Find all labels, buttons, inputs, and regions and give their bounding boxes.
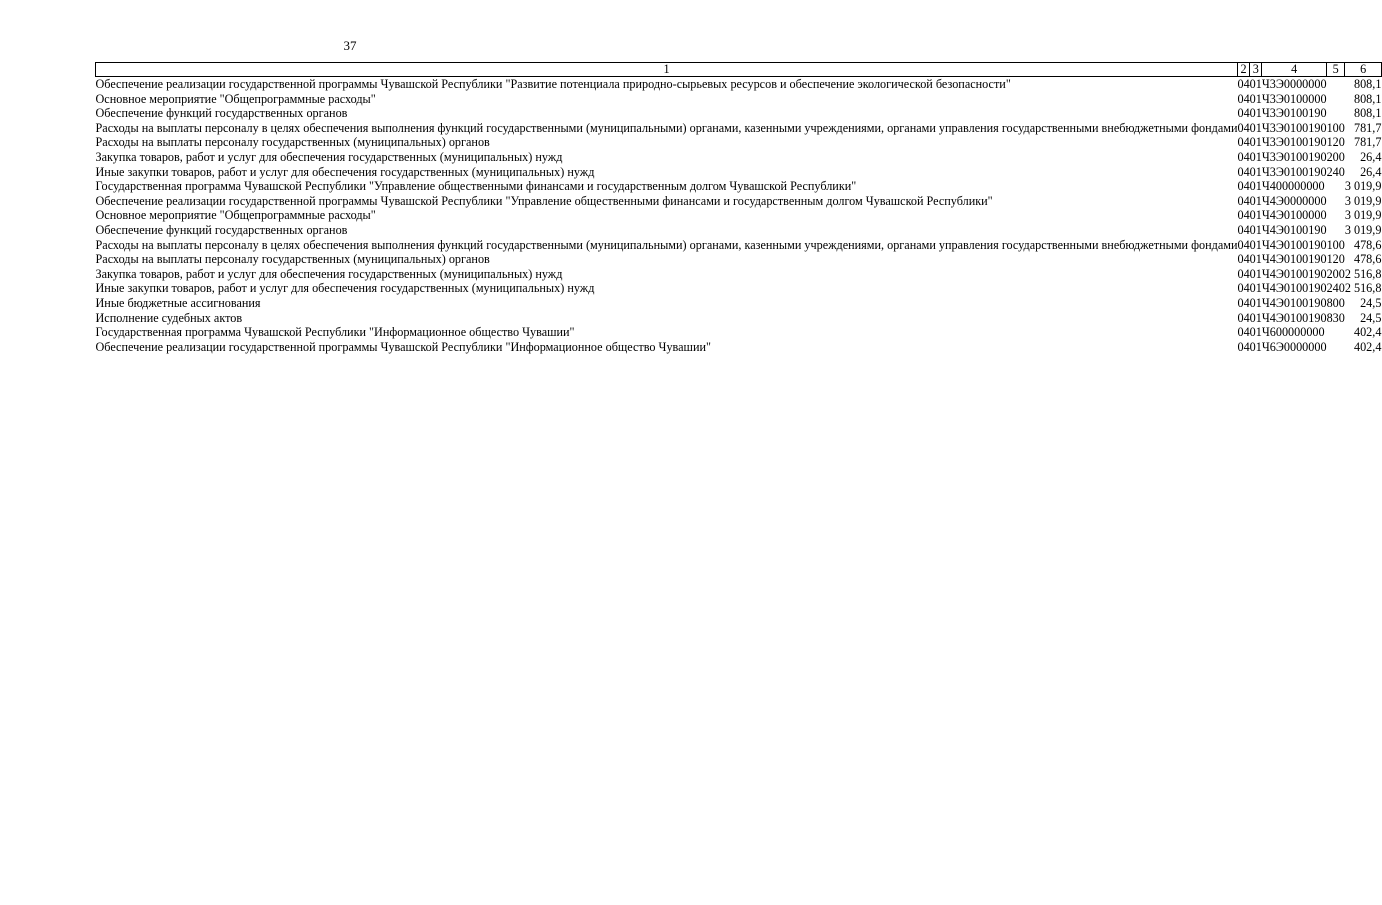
- table-row: [96, 92, 1382, 107]
- row-target-code: Ч3Э0100190: [1261, 164, 1327, 179]
- row-name: Основное мероприятие "Общепрограммные расходы": [95, 208, 376, 223]
- row-amount: 808,1: [1353, 77, 1382, 91]
- row-target-code: Ч4Э0100000: [1261, 208, 1327, 223]
- row-amount: 402,4: [1353, 325, 1382, 340]
- row-target-code: Ч3Э0100190: [1261, 106, 1327, 121]
- table-row: [96, 267, 1382, 282]
- table-row: [96, 179, 1382, 194]
- row-name: Иные закупки товаров, работ и услуг для обеспечения государственных (муниципальных) нужд: [95, 281, 595, 296]
- row-expense-type: 120: [1326, 252, 1345, 267]
- table-row: [96, 281, 1382, 296]
- row-subsection: 01: [1249, 164, 1262, 179]
- row-amount: 3 019,9: [1344, 222, 1382, 237]
- row-expense-type: [1327, 92, 1345, 107]
- row-subsection: 01: [1249, 208, 1262, 223]
- row-section: 04: [1237, 281, 1250, 296]
- row-name: Основное мероприятие "Общепрограммные расходы": [95, 91, 376, 106]
- row-expense-type: [1327, 194, 1345, 209]
- row-section: 04: [1237, 252, 1250, 267]
- table-row: [96, 121, 1382, 136]
- row-name: Исполнение судебных актов: [95, 310, 243, 325]
- header-col-4: 4: [1262, 63, 1327, 77]
- row-subsection: 01: [1249, 295, 1262, 310]
- row-name: Государственная программа Чувашской Республики "Информационное общество Чувашии": [95, 325, 575, 340]
- row-section: 04: [1237, 310, 1250, 325]
- row-amount: 26,4: [1360, 164, 1382, 179]
- row-amount: 808,1: [1353, 106, 1382, 121]
- row-name: Закупка товаров, работ и услуг для обеспечения государственных (муниципальных) нужд: [95, 266, 563, 281]
- table-row: [96, 325, 1382, 340]
- row-subsection: 01: [1249, 310, 1262, 325]
- row-expense-type: 240: [1326, 164, 1345, 179]
- row-expense-type: [1327, 77, 1345, 92]
- row-target-code: Ч400000000: [1261, 179, 1325, 194]
- row-section: 04: [1237, 149, 1250, 164]
- row-name: Расходы на выплаты персоналу государственных (муниципальных) органов: [95, 135, 490, 150]
- row-name: Обеспечение реализации государственной программы Чувашской Республики "Развитие потенциала природно-сырьевых ресурсов и обеспечение экологической безопасности": [95, 77, 1011, 91]
- row-name: Расходы на выплаты персоналу государственных (муниципальных) органов: [95, 252, 490, 267]
- table-row: [96, 106, 1382, 121]
- row-amount: 3 019,9: [1344, 208, 1382, 223]
- row-section: 04: [1237, 164, 1250, 179]
- row-name: Обеспечение реализации государственной программы Чувашской Республики "Информационное общество Чувашии": [95, 339, 711, 354]
- row-section: 04: [1237, 91, 1250, 106]
- row-target-code: Ч4Э0000000: [1261, 193, 1327, 208]
- header-col-3: 3: [1250, 63, 1262, 77]
- row-target-code: Ч6Э0000000: [1261, 339, 1327, 354]
- row-target-code: Ч600000000: [1261, 325, 1325, 340]
- header-col-6: 6: [1345, 63, 1382, 77]
- budget-table: [95, 62, 1382, 354]
- header-col-5: 5: [1327, 63, 1345, 77]
- row-expense-type: 200: [1326, 149, 1345, 164]
- row-expense-type: 100: [1326, 237, 1345, 252]
- row-amount: 402,4: [1353, 339, 1382, 354]
- row-target-code: Ч3Э0000000: [1261, 77, 1327, 91]
- row-amount: 478,6: [1353, 237, 1382, 252]
- row-expense-type: 200: [1326, 266, 1345, 281]
- row-target-code: Ч3Э0100190: [1261, 135, 1327, 150]
- row-target-code: Ч3Э0100000: [1261, 91, 1327, 106]
- table-row: [96, 311, 1382, 326]
- table-row: [96, 208, 1382, 223]
- row-target-code: Ч4Э0100190: [1261, 237, 1327, 252]
- row-section: 04: [1237, 77, 1250, 91]
- row-subsection: 01: [1249, 193, 1262, 208]
- row-section: 04: [1237, 222, 1250, 237]
- row-amount: 2 516,8: [1344, 266, 1382, 281]
- row-amount: 781,7: [1353, 120, 1382, 135]
- row-target-code: Ч4Э0100190: [1261, 310, 1327, 325]
- row-target-code: Ч4Э0100190: [1261, 295, 1327, 310]
- table-row: [96, 194, 1382, 209]
- row-subsection: 01: [1249, 135, 1262, 150]
- row-section: 04: [1237, 193, 1250, 208]
- row-expense-type: [1327, 179, 1345, 194]
- row-subsection: 01: [1249, 91, 1262, 106]
- row-section: 04: [1237, 237, 1250, 252]
- row-expense-type: 800: [1326, 295, 1345, 310]
- row-expense-type: [1327, 208, 1345, 223]
- row-subsection: 01: [1249, 120, 1262, 135]
- row-section: 04: [1237, 325, 1250, 340]
- row-amount: 781,7: [1353, 135, 1382, 150]
- row-expense-type: 100: [1326, 120, 1345, 135]
- row-target-code: Ч3Э0100190: [1261, 120, 1327, 135]
- row-section: 04: [1237, 179, 1250, 194]
- row-name: Государственная программа Чувашской Республики "Управление общественными финансами и государственным долгом Чувашской Республики": [95, 179, 857, 194]
- row-subsection: 01: [1249, 339, 1262, 354]
- row-expense-type: [1327, 325, 1345, 340]
- row-expense-type: 240: [1326, 281, 1345, 296]
- row-target-code: Ч4Э0100190: [1261, 281, 1327, 296]
- row-amount: 2 516,8: [1344, 281, 1382, 296]
- header-col-2: 2: [1237, 63, 1249, 77]
- row-amount: 808,1: [1353, 91, 1382, 106]
- row-subsection: 01: [1249, 179, 1262, 194]
- row-name: Расходы на выплаты персоналу в целях обеспечения выполнения функций государственными (муниципальными) органами, казенными учреждениями, органами управления государственными внебюджетными фондами: [95, 120, 1238, 135]
- row-amount: 24,5: [1360, 310, 1382, 325]
- header-col-1: 1: [96, 63, 1238, 77]
- row-name: Расходы на выплаты персоналу в целях обеспечения выполнения функций государственными (муниципальными) органами, казенными учреждениями, органами управления государственными внебюджетными фондами: [95, 237, 1238, 252]
- table-row: [96, 223, 1382, 238]
- row-subsection: 01: [1249, 281, 1262, 296]
- table-row: [96, 238, 1382, 253]
- row-subsection: 01: [1249, 77, 1262, 91]
- row-target-code: Ч4Э0100190: [1261, 222, 1327, 237]
- header-row: [96, 63, 1382, 77]
- table-row: [96, 340, 1382, 355]
- row-name: Иные закупки товаров, работ и услуг для обеспечения государственных (муниципальных) нужд: [95, 164, 595, 179]
- row-expense-type: [1327, 223, 1345, 238]
- row-section: 04: [1237, 208, 1250, 223]
- row-section: 04: [1237, 339, 1250, 354]
- row-subsection: 01: [1249, 266, 1262, 281]
- table-row: [96, 135, 1382, 150]
- row-amount: 24,5: [1360, 295, 1382, 310]
- row-name: Закупка товаров, работ и услуг для обеспечения государственных (муниципальных) нужд: [95, 149, 563, 164]
- row-section: 04: [1237, 120, 1250, 135]
- row-amount: 3 019,9: [1344, 193, 1382, 208]
- page-number: 37: [343, 38, 357, 53]
- row-section: 04: [1237, 135, 1250, 150]
- row-name: Обеспечение функций государственных органов: [95, 222, 348, 237]
- row-subsection: 01: [1249, 237, 1262, 252]
- row-subsection: 01: [1249, 325, 1262, 340]
- row-name: Иные бюджетные ассигнования: [95, 295, 261, 310]
- row-target-code: Ч4Э0100190: [1261, 252, 1327, 267]
- row-section: 04: [1237, 266, 1250, 281]
- row-section: 04: [1237, 295, 1250, 310]
- row-subsection: 01: [1249, 252, 1262, 267]
- table-row: [96, 296, 1382, 311]
- row-name: Обеспечение реализации государственной программы Чувашской Республики "Управление общественными финансами и государственным долгом Чувашской Республики": [95, 193, 993, 208]
- row-subsection: 01: [1249, 149, 1262, 164]
- table-row: [96, 252, 1382, 267]
- row-target-code: Ч3Э0100190: [1261, 149, 1327, 164]
- table-row: [96, 77, 1382, 92]
- row-subsection: 01: [1249, 222, 1262, 237]
- row-amount: 26,4: [1360, 149, 1382, 164]
- row-expense-type: 120: [1326, 135, 1345, 150]
- table-row: [96, 165, 1382, 180]
- table-row: [96, 150, 1382, 165]
- row-expense-type: 830: [1326, 310, 1345, 325]
- row-expense-type: [1327, 106, 1345, 121]
- row-target-code: Ч4Э0100190: [1261, 266, 1327, 281]
- row-subsection: 01: [1249, 106, 1262, 121]
- row-amount: 3 019,9: [1344, 179, 1382, 194]
- row-expense-type: [1327, 340, 1345, 355]
- row-section: 04: [1237, 106, 1250, 121]
- row-name: Обеспечение функций государственных органов: [95, 106, 348, 121]
- row-amount: 478,6: [1353, 252, 1382, 267]
